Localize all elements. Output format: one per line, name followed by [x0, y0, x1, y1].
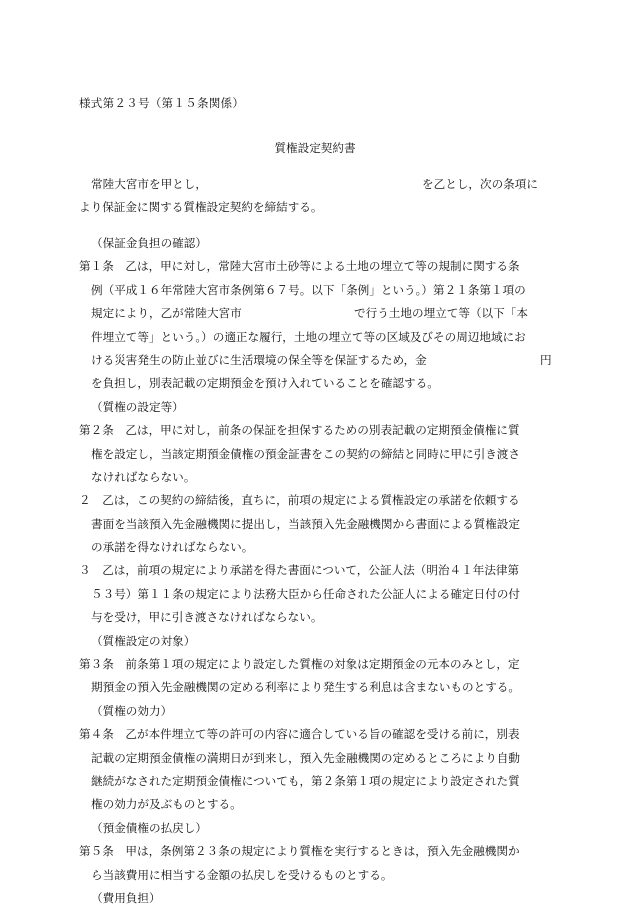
intro-paragraph: [79, 173, 549, 220]
article-1-line-1: 第１条 乙は，甲に対し，常陸大宮市土砂等による土地の埋立て等の規制に関する条: [79, 259, 520, 274]
article-2-line-9: 与を受け，甲に引き渡さなければならない。: [91, 610, 323, 625]
article-1-line-5: ける災害発生の防止並びに生活環境の保全等を保証するため，金: [91, 352, 427, 367]
articles-body: [79, 232, 552, 910]
article-2-line-1: 第２条 乙は，甲に対し，前条の保証を担保するための別表記載の定期預金債権に質: [79, 423, 520, 438]
article-1-amount-unit: 円: [540, 352, 552, 367]
article-4-line-1: 第４条 乙が本件埋立て等の許可の内容に適合している旨の確認を受ける前に，別表: [79, 727, 520, 742]
intro-line2: より保証金に関する質権設定契約を締結する。: [79, 200, 323, 215]
article-6-heading: （費用負担）: [91, 890, 161, 905]
article-4-heading: （質権の効力）: [91, 703, 173, 718]
article-4-line-2: 記載の定期預金債権の満期日が到来し，預入先金融機関の定めるところにより自動: [91, 750, 520, 765]
article-1-line-2: 例（平成１６年常陸大宮市条例第６７号。以下「条例」という。）第２１条第１項の: [91, 282, 526, 297]
article-1-line-6: を負担し，別表記載の定期預金を預け入れていることを確認する。: [91, 376, 439, 391]
document-title: 質権設定契約書: [274, 141, 356, 155]
article-4-line-4: 権の効力が及ぶものとする。: [91, 797, 242, 812]
article-1-line-3-right: で行う土地の埋立て等（以下「本: [354, 306, 528, 321]
article-2-heading: （質権の設定等）: [91, 399, 184, 414]
form-number: 様式第２３号（第１５条関係）: [79, 96, 245, 110]
article-4-line-3: 継続がなされた定期預金債権についても，第２条第１項の規定により設定された質: [91, 773, 520, 788]
article-2-line-2: 権を設定し，当該定期預金債権の預金証書をこの契約の締結と同時に甲に引き渡さ: [91, 446, 520, 461]
article-3-line-2: 期預金の預入先金融機関の定める利率により発生する利息は含まないものとする。: [91, 680, 520, 695]
article-3-heading: （質権設定の対象）: [91, 633, 196, 648]
article-2-line-4: ２ 乙は，この契約の締結後，直ちに，前項の規定による質権設定の承諾を依頼する: [79, 493, 520, 508]
article-1-line-4: 件埋立て等」という。）の適正な履行，土地の埋立て等の区域及びその周辺地域にお: [91, 329, 526, 344]
article-2-line-6: の承諾を得なければならない。: [91, 540, 254, 555]
article-2-line-3: なければならない。: [91, 469, 196, 484]
article-5-line-1: 第５条 甲は，条例第２３条の規定により質権を実行するときは，預入先金融機関か: [79, 844, 520, 859]
article-1-line-3: 規定により，乙が常陸大宮市: [91, 306, 242, 321]
article-2-line-8: ５３号）第１１条の規定により法務大臣から任命された公証人による確定日付の付: [91, 586, 520, 601]
article-5-heading: （預金債権の払戻し）: [91, 820, 207, 835]
article-3-line-1: 第３条 前条第１項の規定により設定した質権の対象は定期預金の元本のみとし，定: [79, 657, 520, 672]
article-5-line-2: ら当該費用に相当する金額の払戻しを受けるものとする。: [91, 867, 393, 882]
article-2-line-7: ３ 乙は，前項の規定により承諾を得た書面について，公証人法（明治４１年法律第: [79, 563, 520, 578]
article-2-line-5: 書面を当該預入先金融機関に提出し，当該預入先金融機関から書面による質権設定: [91, 516, 520, 531]
intro-line1-right: を乙とし，次の条項に: [422, 177, 538, 191]
article-1-heading: （保証金負担の確認）: [91, 236, 207, 250]
intro-line1-left: 常陸大宮市を甲とし，: [91, 177, 207, 191]
